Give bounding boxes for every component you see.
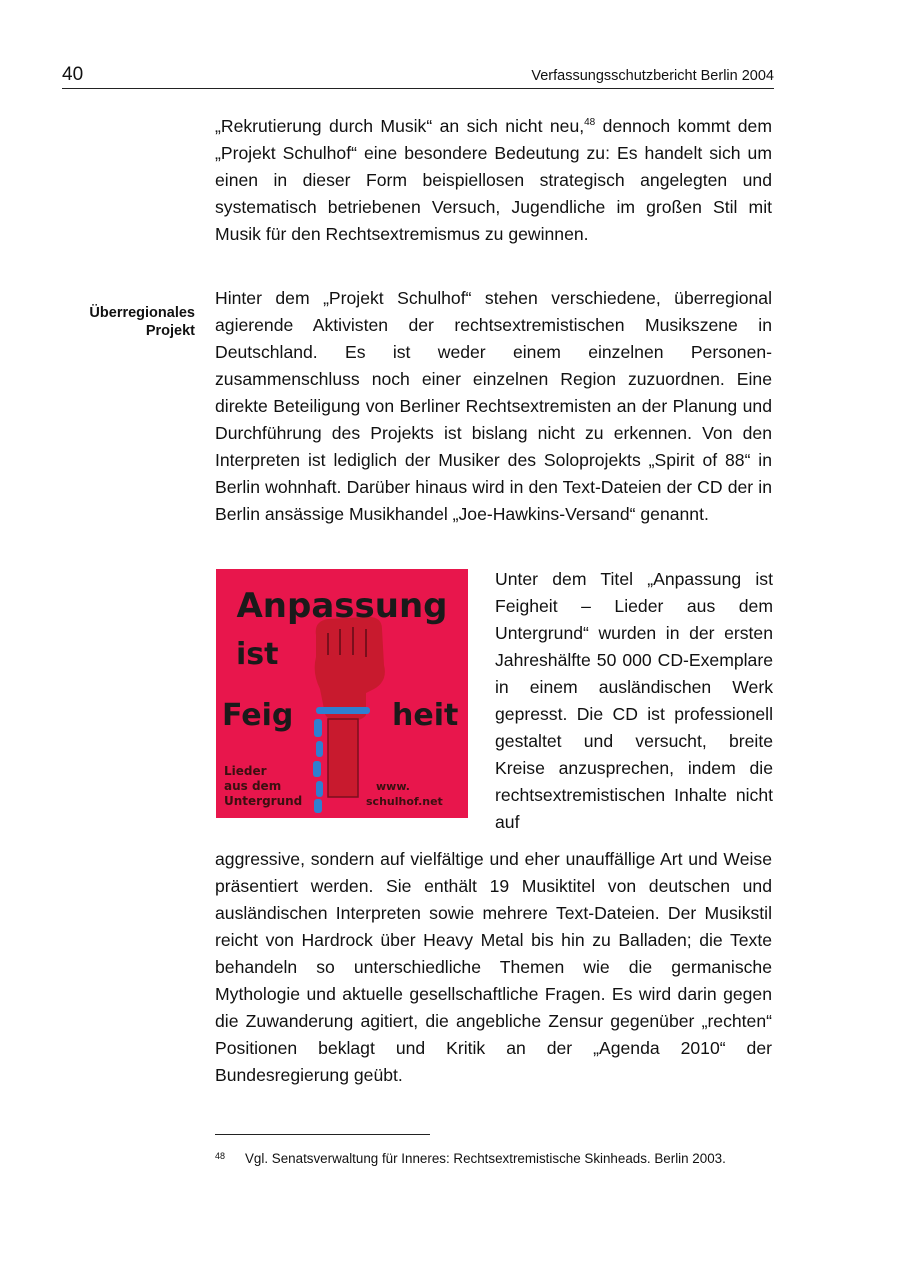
- paragraph-4: aggressive, sondern auf vielfältige und eher unauffällige Art und Weise präsentiert werden. Sie enthält 19 Musiktitel von deutschen und ausländischen Interpreten sowie mehrere Text-Dateien. Der Musikstil reicht von Hardrock über Heavy Metal bis hin zu Balladen; die Texte behandeln so unterschiedliche Themen wie die germanische Mythologie und aktuelle gesellschaftliche Fragen. Es wird darin gegen die Zuwanderung agitiert, die angebliche Zensur gegenüber „rechten“ Positionen beklagt und Kritik an der „Agenda 2010“ der Bundesregierung geübt.: [215, 849, 772, 1085]
- paragraph-1-text-a: „Rekrutierung durch Musik“ an sich nicht neu,: [215, 116, 585, 136]
- cd-cover-artwork: [216, 569, 468, 818]
- margin-note-line-1: Überregionales: [89, 305, 195, 321]
- page-header: [62, 62, 774, 89]
- paragraph-1: [215, 113, 772, 248]
- footnote-number: 48: [215, 1151, 226, 1161]
- cover-subtitle-line-1: Lieder: [224, 764, 267, 778]
- cover-url-line-2: schulhof.net: [366, 795, 443, 808]
- footnote-separator: [215, 1134, 430, 1135]
- paragraph-2: Hinter dem „Projekt Schulhof“ stehen verschiedene, überregional agierende Aktivisten der rechtsextremistischen Musikszene in Deutschland. Es ist weder einem einzelnen Personenzusammenschluss noch einer einzelnen Region zuzuordnen. Eine direkte Beteiligung von Berliner Rechtsextremisten an der Planung und Durchführung des Projekts ist bislang nicht zu erkennen. Von den Interpreten ist lediglich der Musiker des Soloprojekts „Spirit of 88“ in Berlin wohnhaft. Darüber hinaus wird in den Text-Dateien der CD der in Berlin ansässige Musikhandel „Joe-Hawkins-Versand“ genannt.: [215, 288, 772, 524]
- footnote-reference[interactable]: 48: [584, 117, 596, 129]
- cd-cover-image: [216, 569, 468, 818]
- margin-note-line-2: Projekt: [145, 323, 195, 339]
- cover-subtitle-line-3: Untergrund: [224, 794, 303, 808]
- cover-title-line-2: ist: [236, 637, 279, 672]
- cover-subtitle-line-2: aus dem: [224, 779, 282, 793]
- cover-title-line-1: Anpassung: [236, 586, 448, 626]
- cover-url-line-1: www.: [376, 780, 410, 793]
- margin-note: [40, 304, 195, 340]
- running-title: Verfassungsschutzbericht Berlin 2004: [531, 68, 774, 84]
- footnote: [215, 1151, 772, 1167]
- page-number: 40: [62, 64, 84, 85]
- cover-title-line-3a: Feig: [222, 698, 294, 733]
- footnote-text: Vgl. Senatsverwaltung für Inneres: Rechtsextremistische Skinheads. Berlin 2003.: [245, 1151, 726, 1166]
- paragraph-3: Unter dem Titel „Anpassung ist Feigheit – Lieder aus dem Untergrund“ wurden in der ersten Jahreshälfte 50 000 CD-Exemplare in einem ausländischen Werk gepresst. Die CD ist professionell gestaltet und versucht, breite Kreise anzusprechen, indem die rechtsextremistischen Inhalte nicht auf: [495, 569, 773, 832]
- cover-title-line-3b: heit: [392, 698, 459, 733]
- paragraph-1-text-b: dennoch kommt dem „Projekt Schulhof“ eine besondere Bedeutung zu: Es handelt sich um einen in dieser Form beispiellosen strategisch angelegten und systematisch betriebenen Versuch, Jugendliche im großen Stil mit Musik für den Rechtsextremismus zu gewinnen.: [215, 116, 772, 244]
